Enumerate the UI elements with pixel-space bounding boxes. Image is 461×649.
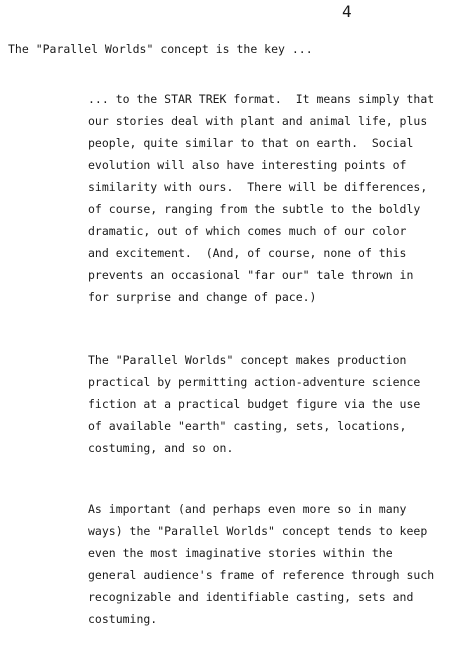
paragraph-line: dramatic, out of which comes much of our color xyxy=(88,224,407,238)
paragraph-line: fiction at a practical budget figure via the use xyxy=(88,397,421,411)
paragraph-line: ways) the "Parallel Worlds" concept tends to keep xyxy=(88,524,428,538)
paragraph-format-concept xyxy=(88,88,434,308)
paragraph-line: our stories deal with plant and animal life, plus xyxy=(88,114,428,128)
paragraph-line: The "Parallel Worlds" concept makes production xyxy=(88,353,407,367)
section-heading: The "Parallel Worlds" concept is the key ... xyxy=(8,42,313,56)
paragraph-line: for surprise and change of pace.) xyxy=(88,290,317,304)
paragraph-line: of course, ranging from the subtle to the boldly xyxy=(88,202,421,216)
paragraph-line: general audience's frame of reference through such xyxy=(88,568,435,582)
paragraph-line: ... to the STAR TREK format. It means simply that xyxy=(88,92,435,106)
paragraph-line: people, quite similar to that on earth. Social xyxy=(88,136,414,150)
paragraph-audience xyxy=(88,498,434,630)
paragraph-line: practical by permitting action-adventure science xyxy=(88,375,421,389)
paragraph-line: and excitement. (And, of course, none of this xyxy=(88,246,407,260)
paragraph-production xyxy=(88,349,420,459)
paragraph-line: of available "earth" casting, sets, locations, xyxy=(88,419,407,433)
paragraph-line: costuming, and so on. xyxy=(88,441,234,455)
paragraph-line: costuming. xyxy=(88,612,158,626)
paragraph-line: evolution will also have interesting points of xyxy=(88,158,407,172)
paragraph-line: even the most imaginative stories within the xyxy=(88,546,393,560)
paragraph-line: similarity with ours. There will be differences, xyxy=(88,180,428,194)
paragraph-line: recognizable and identifiable casting, sets and xyxy=(88,590,414,604)
page-number: 4 xyxy=(342,2,352,21)
paragraph-line: prevents an occasional "far our" tale thrown in xyxy=(88,268,414,282)
paragraph-line: As important (and perhaps even more so in many xyxy=(88,502,407,516)
